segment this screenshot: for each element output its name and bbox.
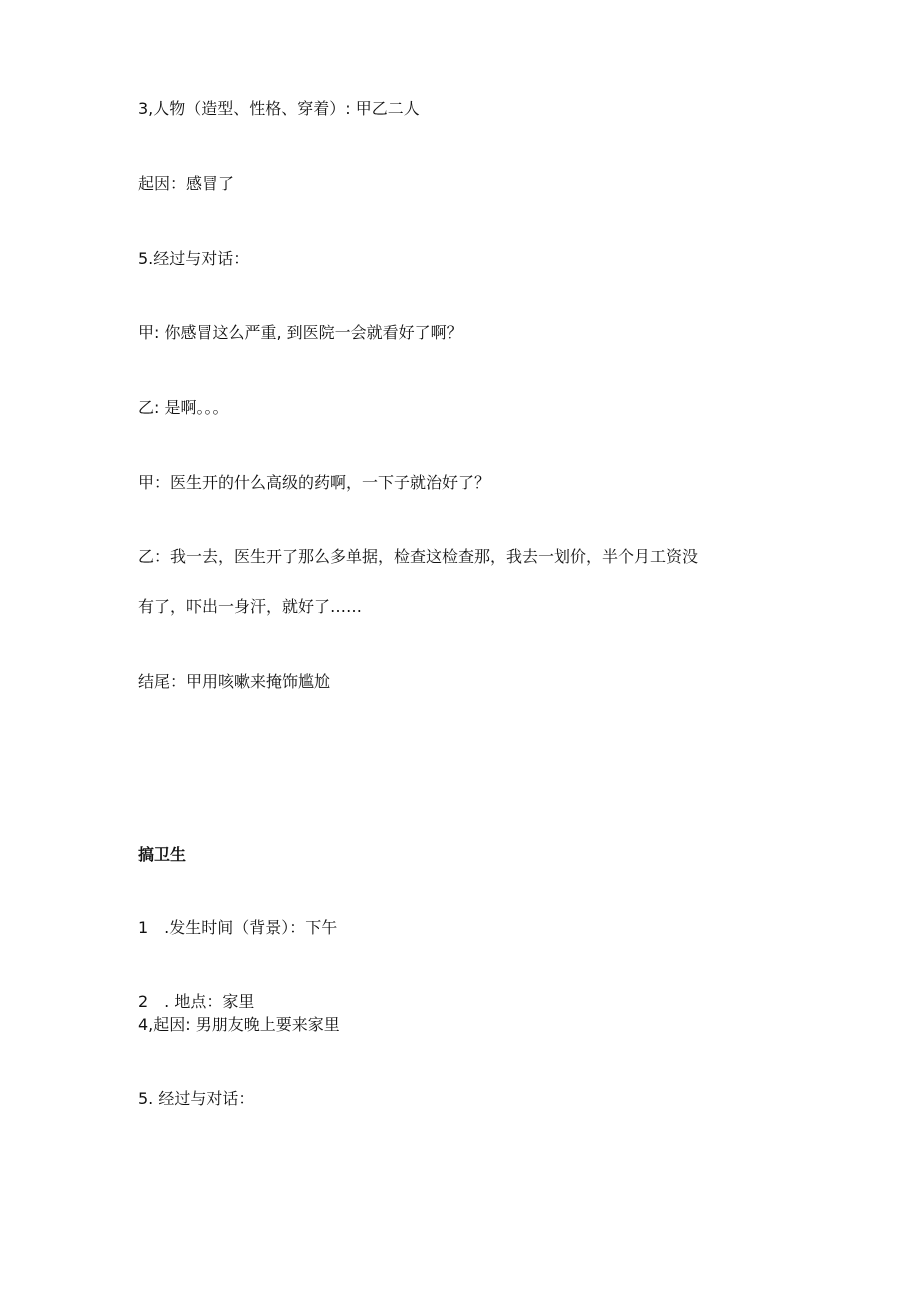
dialogue-line-continued: 有了，吓出一身汗，就好了…… — [138, 597, 363, 616]
paragraph-process-heading: 5.经过与对话： — [138, 249, 250, 268]
section-title: 搞卫生 — [138, 845, 187, 864]
dialogue-line: 乙：我一去，医生开了那么多单据，检查这检查那，我去一划价，半个月工资没 — [138, 547, 699, 566]
paragraph-cause: 4,起因: 男朋友晚上要来家里 — [138, 1015, 340, 1034]
dialogue-line: 甲：医生开的什么高级的药啊，一下子就治好了？ — [138, 473, 491, 492]
paragraph-time: 1 .发生时间（背景）：下午 — [138, 918, 338, 937]
paragraph-process-heading: 5. 经过与对话： — [138, 1089, 255, 1108]
paragraph-cause: 起因：感冒了 — [138, 174, 235, 193]
paragraph-characters: 3,人物（造型、性格、穿着）: 甲乙二人 — [138, 99, 420, 118]
dialogue-line: 甲: 你感冒这么严重, 到医院一会就看好了啊？ — [138, 323, 463, 342]
paragraph-ending: 结尾：甲用咳嗽来掩饰尴尬 — [138, 672, 331, 691]
paragraph-location: 2 . 地点：家里 — [138, 992, 255, 1011]
dialogue-line: 乙: 是啊。。。 — [138, 398, 229, 417]
